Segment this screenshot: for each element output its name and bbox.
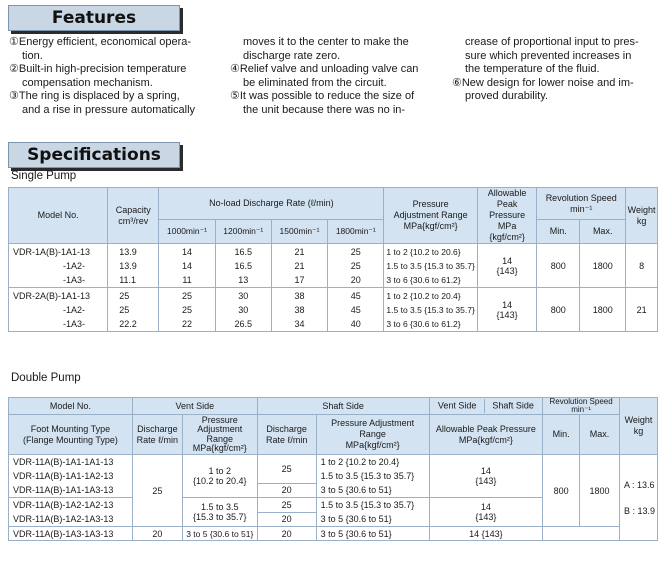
header-line: Revolution Speed xyxy=(545,192,617,203)
rate-value: 17 xyxy=(294,274,305,285)
header-weight xyxy=(620,398,658,455)
double-pump-label: Double Pump xyxy=(11,372,81,384)
header-min: Min. xyxy=(543,415,580,455)
rate-value: 40 xyxy=(350,318,361,329)
header-line: Allowable Peak Pressure xyxy=(435,423,536,434)
header-allowable-peak xyxy=(429,415,543,455)
header-rate-1200: 1200min⁻¹ xyxy=(215,220,271,244)
header-line: Adjustment xyxy=(197,424,243,434)
model-no: VDR-11A(B)-1A1-1A2-13 xyxy=(13,471,114,481)
header-min: Min. xyxy=(537,220,580,244)
feature-line: compensation mechanism. xyxy=(22,76,153,89)
header-vent-pressure xyxy=(182,415,257,455)
vent-pressure-value: 3 to 5 {30.6 to 51} xyxy=(182,527,257,541)
rate-1200-cell xyxy=(215,288,271,332)
capacity-value: 13.9 xyxy=(119,246,137,257)
shaft-pressure-value: 3 to 5 {30.6 to 51} xyxy=(320,485,392,495)
allowable-value: {143} xyxy=(496,265,518,276)
feature-line: ②Built-in high-precision temperature xyxy=(9,63,187,75)
rate-1000-cell xyxy=(159,288,215,332)
table-row xyxy=(9,455,658,484)
header-line: MPa{kgf/cm²} xyxy=(345,440,400,450)
rate-value: 14 xyxy=(181,246,192,257)
header-line: kg xyxy=(633,426,644,436)
vent-pressure-cell xyxy=(182,498,257,527)
header-pressure-range xyxy=(384,188,477,244)
single-pump-table xyxy=(8,187,658,332)
single-pump-label: Single Pump xyxy=(11,170,77,182)
capacity-value: 25 xyxy=(119,304,130,315)
features-heading xyxy=(8,5,180,31)
feature-line: ⑤It was possible to reduce the size of xyxy=(230,90,415,102)
rate-value: 26.5 xyxy=(234,318,253,329)
rate-1800-cell xyxy=(328,244,384,288)
header-vent-discharge xyxy=(132,415,182,455)
shaft-discharge-value: 20 xyxy=(257,483,316,497)
header-line: MPa{kgf/cm²} xyxy=(403,221,458,231)
vent-discharge-value: 25 xyxy=(132,455,182,527)
feature-line: and a rise in pressure automatically xyxy=(22,103,196,116)
header-vent-shaft xyxy=(429,398,543,415)
header-vent-side: Vent Side xyxy=(132,398,257,415)
header-shaft-side: Shaft Side xyxy=(257,398,429,415)
header-capacity-label: Capacity xyxy=(115,204,151,215)
pressure-cell xyxy=(384,288,477,332)
header-model-no: Model No. xyxy=(9,398,133,415)
pressure-value: 3 to 6 {30.6 to 61.2} xyxy=(386,274,461,285)
max-speed: 1800 xyxy=(580,288,626,332)
features-column-3 xyxy=(452,36,662,104)
rate-value: 25 xyxy=(350,260,361,271)
header-rate-1800: 1800min⁻¹ xyxy=(328,220,384,244)
rate-value: 25 xyxy=(350,246,361,257)
rate-value: 14 xyxy=(181,260,192,271)
capacity-value: 13.9 xyxy=(119,260,137,271)
header-line: Allowable xyxy=(487,188,527,198)
rate-1200-cell xyxy=(215,244,271,288)
allowable-value: 14 xyxy=(502,299,513,310)
header-line: Pressure Adjustment xyxy=(331,418,415,428)
header-line: Rate ℓ/min xyxy=(265,434,308,445)
header-line: MPa xyxy=(497,221,517,231)
model-no: -1A3- xyxy=(63,274,86,285)
rate-value: 20 xyxy=(350,274,361,285)
shaft-discharge-value: 20 xyxy=(257,512,316,527)
header-line: Weight xyxy=(624,415,653,425)
max-speed: 1800 xyxy=(580,244,626,288)
shaft-pressure-value: 3 to 5 {30.6 to 51} xyxy=(320,514,392,524)
allowable-value: {143} xyxy=(496,309,518,320)
vent-pressure-cell xyxy=(182,455,257,498)
pressure-value: 1 to 2 {10.2 to 20.4} xyxy=(386,290,461,301)
shaft-pressure-cell xyxy=(316,455,429,498)
vent-pressure-value: 1 to 2 xyxy=(208,466,232,476)
table-row xyxy=(9,527,658,541)
rate-value: 25 xyxy=(181,290,192,301)
header-line: min⁻¹ xyxy=(571,405,591,414)
features-column-2 xyxy=(230,36,440,117)
rate-value: 21 xyxy=(294,260,305,271)
allowable-value: 14 xyxy=(480,502,491,512)
header-revolution-speed xyxy=(543,398,620,415)
header-line: (Flange Mounting Type) xyxy=(23,434,118,445)
pressure-value: 1.5 to 3.5 {15.3 to 35.7} xyxy=(386,304,475,315)
rate-1500-cell xyxy=(271,244,327,288)
features-column-1 xyxy=(9,36,219,117)
max-speed: 1800 xyxy=(580,455,620,527)
header-line: kg xyxy=(636,215,647,226)
header-line: {kgf/cm²} xyxy=(489,232,525,242)
header-line: Foot Mounting Type xyxy=(30,423,111,434)
rate-value: 11 xyxy=(182,274,192,285)
model-no: VDR-1A(B)-1A1-13 xyxy=(13,246,91,257)
rate-value: 21 xyxy=(294,246,305,257)
pressure-value: 3 to 6 {30.6 to 61.2} xyxy=(386,318,461,329)
rate-value: 30 xyxy=(238,290,249,301)
model-no: VDR-2A(B)-1A1-13 xyxy=(13,290,91,301)
weight-cell xyxy=(620,455,658,541)
specifications-heading xyxy=(8,142,180,168)
rate-1500-cell xyxy=(271,288,327,332)
table-row xyxy=(9,288,658,332)
weight-a: A : 13.6 xyxy=(624,479,655,490)
feature-line: proved durability. xyxy=(465,90,548,102)
header-no-load-discharge: No-load Discharge Rate (ℓ/min) xyxy=(159,188,384,220)
model-no: VDR-11A(B)-1A2-1A2-13 xyxy=(13,500,114,510)
header-line: Rate ℓ/min xyxy=(136,434,179,445)
rate-value: 16.5 xyxy=(234,246,253,257)
allowable-cell xyxy=(429,498,543,527)
table-row xyxy=(9,244,658,288)
vent-pressure-value: {15.3 to 35.7} xyxy=(193,512,247,522)
header-line: Revolution Speed xyxy=(549,397,613,406)
feature-line: ⑥New design for lower noise and im- xyxy=(452,76,634,89)
header-capacity xyxy=(108,188,159,244)
model-cell xyxy=(9,244,108,288)
shaft-discharge-value: 20 xyxy=(257,527,316,541)
allowable-value: 14 xyxy=(502,255,513,266)
capacity-value: 11.1 xyxy=(119,274,137,285)
feature-line: ④Relief valve and unloading valve can xyxy=(230,63,419,75)
allowable-value: 14 {143} xyxy=(429,527,543,541)
pressure-value: 1.5 to 3.5 {15.3 to 35.7} xyxy=(386,260,475,271)
vent-discharge-value: 20 xyxy=(132,527,182,541)
header-capacity-unit: cm³/rev xyxy=(118,215,149,226)
rate-value: 45 xyxy=(350,290,361,301)
features-title: Features xyxy=(51,8,137,28)
feature-line: sure which prevented increases in xyxy=(465,49,632,62)
feature-line: ①Energy efficient, economical opera- xyxy=(9,36,192,48)
rate-value: 34 xyxy=(294,318,305,329)
header-line: MPa{kgf/cm²} xyxy=(458,434,513,445)
shaft-pressure-value: 1 to 2 {10.2 to 20.4} xyxy=(320,457,400,467)
header-line: Pressure xyxy=(201,414,238,425)
model-no: VDR-11A(B)-1A1-1A3-13 xyxy=(13,485,114,495)
rate-value: 16.5 xyxy=(234,260,253,271)
weight-value: 8 xyxy=(626,244,658,288)
min-speed: 800 xyxy=(537,244,580,288)
allowable-cell xyxy=(477,288,536,332)
feature-line: crease of proportional input to pres- xyxy=(465,36,639,48)
header-foot-mounting xyxy=(9,415,133,455)
shaft-pressure-value: 1.5 to 3.5 {15.3 to 35.7} xyxy=(320,471,415,481)
feature-line: the temperature of the fluid. xyxy=(465,63,600,75)
header-max: Max. xyxy=(580,220,626,244)
shaft-discharge-value: 25 xyxy=(257,498,316,513)
model-no: -1A2- xyxy=(63,304,86,315)
header-allowable-peak xyxy=(477,188,536,244)
specifications-title: Specifications xyxy=(27,145,161,165)
header-rate-1000: 1000min⁻¹ xyxy=(159,220,215,244)
model-no: VDR-11A(B)-1A1-1A1-13 xyxy=(13,457,114,467)
header-vent-side-2: Vent Side xyxy=(437,400,477,411)
vent-pressure-value: 1.5 to 3.5 xyxy=(201,502,239,512)
shaft-pressure-cell xyxy=(316,498,429,527)
rate-1800-cell xyxy=(328,288,384,332)
header-line: Adjustment Range xyxy=(393,210,468,220)
capacity-value: 25 xyxy=(119,290,130,301)
rate-value: 25 xyxy=(181,304,192,315)
feature-line: tion. xyxy=(22,49,43,62)
model-cell xyxy=(9,498,133,527)
rate-1000-cell xyxy=(159,244,215,288)
rate-value: 22 xyxy=(181,318,192,329)
feature-line: be eliminated from the circuit. xyxy=(243,76,387,89)
feature-line: the unit because there was no in- xyxy=(243,103,406,116)
rate-value: 38 xyxy=(294,304,305,315)
model-no: VDR-11A(B)-1A3-1A3-13 xyxy=(9,527,133,541)
header-line: Discharge xyxy=(266,423,307,434)
allowable-value: 14 xyxy=(480,466,491,476)
shaft-pressure-value: 1.5 to 3.5 {15.3 to 35.7} xyxy=(320,500,415,510)
shaft-discharge-value: 25 xyxy=(257,455,316,484)
weight-b: B : 13.9 xyxy=(624,505,656,516)
header-line: MPa{kgf/cm²} xyxy=(192,443,247,453)
min-speed: 800 xyxy=(537,288,580,332)
model-cell xyxy=(9,288,108,332)
header-line: Pressure xyxy=(412,199,449,209)
header-line: Range xyxy=(206,433,234,444)
header-revolution-speed xyxy=(537,188,626,220)
allowable-cell xyxy=(429,455,543,498)
allowable-value: {143} xyxy=(475,512,497,522)
header-line: Peak Pressure xyxy=(489,199,526,220)
allowable-cell xyxy=(477,244,536,288)
model-cell xyxy=(9,455,133,498)
model-no: -1A2- xyxy=(63,260,86,271)
header-weight xyxy=(626,188,658,244)
capacity-cell xyxy=(108,288,159,332)
pressure-cell xyxy=(384,244,477,288)
header-line: Discharge xyxy=(137,423,178,434)
model-no: VDR-11A(B)-1A2-1A3-13 xyxy=(13,514,114,524)
allowable-value: {143} xyxy=(475,476,497,486)
min-speed: 800 xyxy=(543,455,580,527)
shaft-pressure-value: 3 to 5 {30.6 to 51} xyxy=(316,527,429,541)
header-shaft-pressure xyxy=(316,415,429,455)
feature-line: moves it to the center to make the xyxy=(243,36,409,48)
header-rate-1500: 1500min⁻¹ xyxy=(271,220,327,244)
capacity-value: 22.2 xyxy=(119,318,137,329)
pressure-value: 1 to 2 {10.2 to 20.6} xyxy=(386,246,461,257)
capacity-cell xyxy=(108,244,159,288)
model-no: -1A3- xyxy=(63,318,86,329)
header-shaft-side-2: Shaft Side xyxy=(492,400,534,411)
rate-value: 30 xyxy=(238,304,249,315)
empty-cell xyxy=(543,527,620,541)
rate-value: 45 xyxy=(350,304,361,315)
header-shaft-discharge xyxy=(257,415,316,455)
header-model-no: Model No. xyxy=(9,188,108,244)
feature-line: discharge rate zero. xyxy=(243,49,341,62)
header-line: min⁻¹ xyxy=(570,203,593,214)
vent-pressure-value: {10.2 to 20.4} xyxy=(193,476,247,486)
header-line: Range xyxy=(359,429,386,439)
rate-value: 38 xyxy=(294,290,305,301)
rate-value: 13 xyxy=(238,274,249,285)
header-max: Max. xyxy=(580,415,620,455)
header-line: Weight xyxy=(627,204,656,215)
double-pump-table xyxy=(8,397,658,541)
feature-line: ③The ring is displaced by a spring, xyxy=(9,90,180,102)
weight-value: 21 xyxy=(626,288,658,332)
